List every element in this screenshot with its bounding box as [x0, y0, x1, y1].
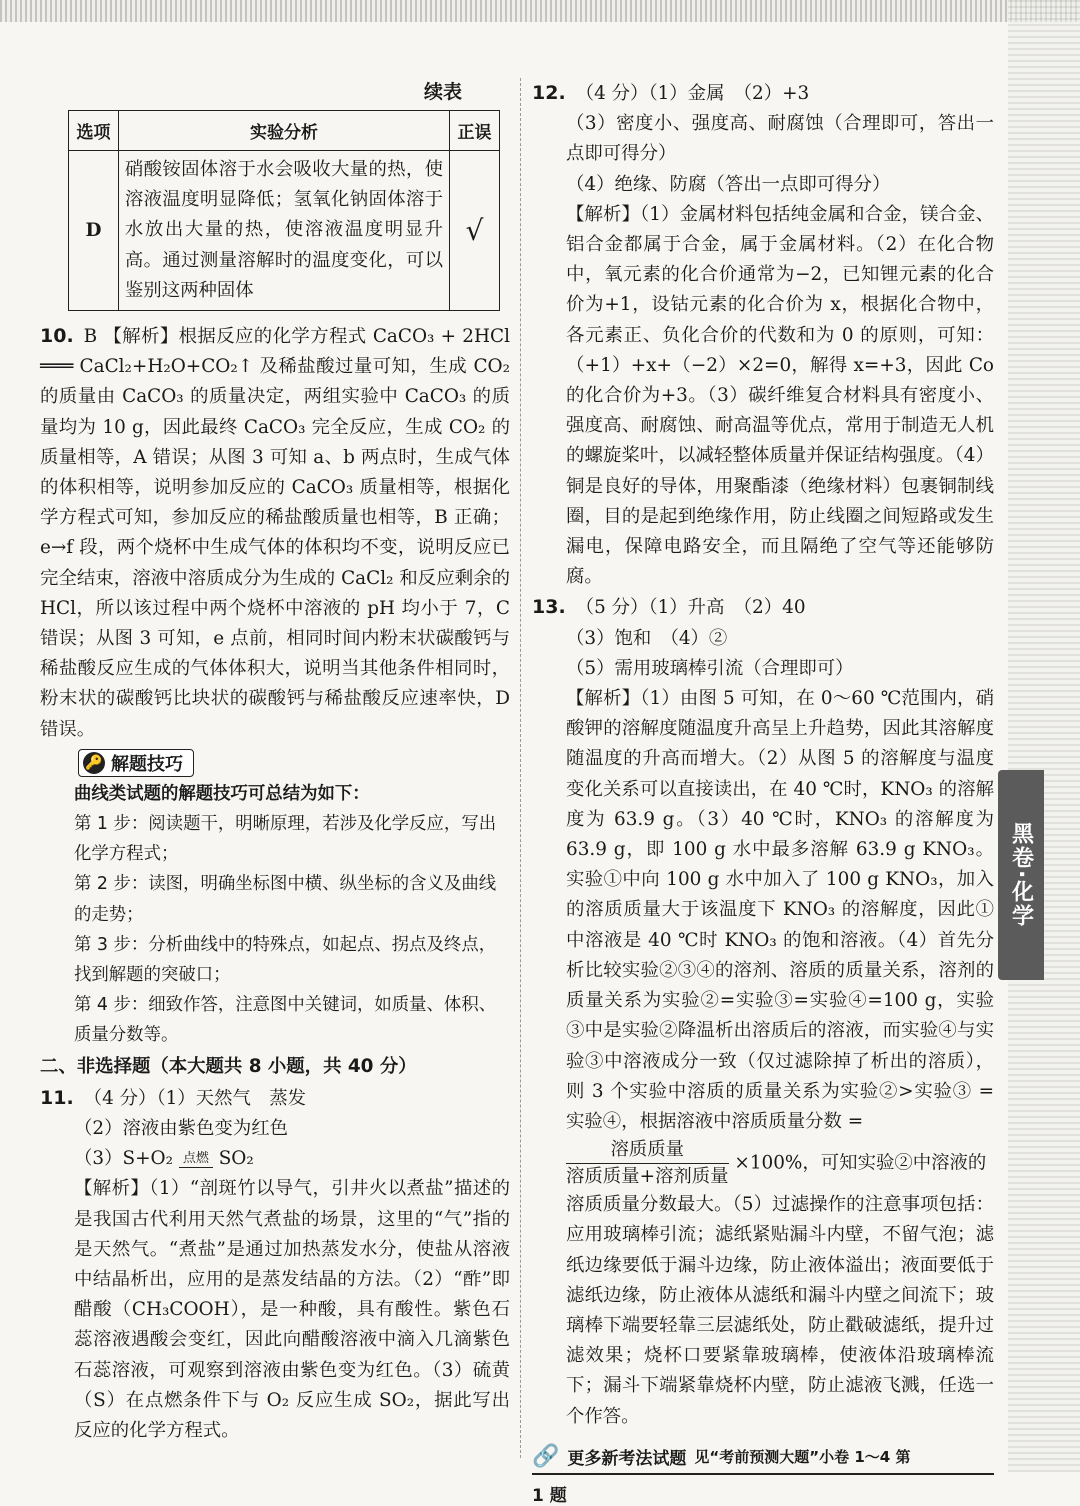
- reaction-condition: 点燃: [179, 1151, 213, 1168]
- continued-label: 续表: [423, 81, 462, 103]
- q13-answer-3: （5）需用玻璃棒引流（合理即可）: [566, 657, 854, 679]
- table-header-row: [69, 111, 500, 151]
- analysis-table: [68, 110, 500, 311]
- q11-a3-suffix: SO₂: [218, 1148, 254, 1170]
- tips-label: 解题技巧: [111, 753, 183, 775]
- q11-answer-1: [40, 1083, 510, 1114]
- more-questions-bar: [532, 1444, 994, 1475]
- more-ref-2: 1 题: [532, 1485, 567, 1506]
- tips-step-2: 第 2 步：读图，明确坐标图中横、纵坐标的含义及曲线的走势；: [74, 874, 497, 925]
- key-icon: 🔑: [83, 752, 105, 774]
- q11-answer-3: [40, 1144, 510, 1174]
- section-title: 二、非选择题（本大题共 8 小题，共 40 分）: [40, 1055, 417, 1077]
- q10-block: [40, 321, 510, 745]
- q12-analysis: 【解析】（1）金属材料包括纯金属和合金，镁合金、铝合金都属于合金，属于金属材料。（2）在化合物中，氧元素的化合价通常为−2，已知锂元素的化合价为+1，设钴元素的化合价为 x，根据化合物中，各元素正、负化合价的代数和为 0 的原则，可知：（+1）+x+（−2）×2=0，解得 x=+3，因此 Co 的化合价为+3。（3）碳纤维复合材料具有密度小、强度高、耐腐蚀、耐高温等优点，常用于制造无人机的螺旋桨叶，以减轻整体质量并保证结构强度。（4）铜是良好的导体，用聚酯漆（绝缘材料）包裹铜制线圈，目的是起到绝缘作用，防止线圈之间短路或发生漏电，保障电路安全，而且隔绝了空气等还能够防腐。: [566, 203, 994, 588]
- header-judgement: 正误: [450, 111, 500, 151]
- tips-step-1: 第 1 步：阅读题干，明晰原理，若涉及化学反应，写出化学方程式；: [74, 814, 497, 865]
- q13-analysis-1: 【解析】（1）由图 5 可知，在 0～60 ℃范围内，硝酸钾的溶解度随温度升高呈上升趋势，因此其溶解度随温度的升高而增大。（2）从图 5 的溶解度与温度变化关系可以直接读出，在 40 ℃时，KNO₃ 的溶解度为 63.9 g。（3）40 ℃时，KNO₃ 的溶解度为 63.9 g，即 100 g 水中最多溶解 63.9 g KNO₃。实验①中向 100 g 水中加入了 100 g KNO₃，加入的溶质质量大于该温度下 KNO₃ 的溶解度，因此①中溶液是 40 ℃时 KNO₃ 的饱和溶液。（4）首先分析比较实验②③④的溶剂、溶质的质量关系，溶剂的质量关系为实验②=实验③=实验④=100 g，实验③中是实验②降温析出溶质后的溶液，而实验④与实验③中溶液成分一致（仅过滤除掉了析出的溶质），则 3 个实验中溶质的质量关系为实验②>实验③ = 实验④，根据溶液中溶质质量分数 =: [566, 688, 994, 1132]
- tips-intro: 曲线类试题的解题技巧可总结为如下：: [74, 783, 370, 804]
- header-analysis: 实验分析: [118, 111, 449, 151]
- top-scan-strip: [0, 0, 1080, 22]
- side-tab-label: 黑卷·化学: [998, 770, 1044, 980]
- link-icon: 🔗: [532, 1443, 560, 1469]
- q12-number: 12.: [532, 82, 566, 104]
- fraction-denominator: 溶质质量+溶剂质量: [566, 1166, 729, 1188]
- row-option: D: [69, 151, 119, 311]
- q11-a3-prefix: （3）S+O₂: [74, 1148, 173, 1170]
- more-label: 更多新考法试题: [567, 1448, 687, 1469]
- tips-badge: [78, 749, 194, 777]
- mass-fraction-formula: [566, 1137, 729, 1190]
- table-row: [69, 151, 500, 311]
- q12-a1: （4 分）（1）金属 （2）+3: [575, 83, 810, 104]
- q11-a1: （4 分）（1）天然气 蒸发: [83, 1087, 307, 1109]
- q11-analysis: 【解析】（1）“剖斑竹以导气，引井火以煮盐”描述的是我国古代利用天然气煮盐的场景，这里的“气”指的是天然气。“煮盐”是通过加热蒸发水分，使盐从溶液中结晶析出，应用的是蒸发结晶的方法。（2）“酢”即醋酸（CH₃COOH），是一种酸，具有酸性。紫色石蕊溶液遇酸会变红，因此向醋酸溶液中滴入几滴紫色石蕊溶液，可观察到溶液由紫色变为红色。（3）硫黄（S）在点燃条件下与 O₂ 反应生成 SO₂，据此写出反应的化学方程式。: [74, 1178, 510, 1441]
- right-page-edge: [1008, 0, 1080, 1472]
- q11-number: 11.: [40, 1086, 74, 1109]
- q13-a1: （5 分）（1）升高 （2）40: [575, 597, 806, 619]
- header-option: 选项: [69, 111, 119, 151]
- tips-step-3: 第 3 步：分析曲线中的特殊点，如起点、拐点及终点，找到解题的突破口；: [74, 934, 497, 986]
- more-ref: 见“考前预测大题”小卷 1～4 第: [694, 1447, 911, 1466]
- q13-analysis-2: 溶质质量分数最大。（5）过滤操作的注意事项包括：应用玻璃棒引流；滤纸紧贴漏斗内壁，不留气泡；滤纸边缘要低于漏斗边缘，防止液体溢出；液面要低于滤纸边缘，防止液体从滤纸和漏斗内壁之间流下；玻璃棒下端要轻靠三层滤纸处，防止戳破滤纸，提升过滤效果；烧杯口要紧靠玻璃棒，使液体沿玻璃棒流下；漏斗下端紧靠烧杯内壁，防止滤液飞溅，任选一个作答。: [566, 1194, 994, 1427]
- q13-answer-1: [532, 592, 994, 623]
- row-analysis: 硝酸铵固体溶于水会吸收大量的热，使溶液温度明显降低；氢氧化钠固体溶于水放出大量的热，使溶液温度明显升高。通过测量溶解时的温度变化，可以鉴别这两种固体: [118, 151, 449, 311]
- column-divider: [520, 78, 521, 1458]
- q10-number: 10.: [40, 325, 74, 348]
- left-column: [40, 78, 510, 1446]
- q12-answer-1: [532, 78, 994, 109]
- q12-answer-2: （3）密度小、强度高、耐腐蚀（合理即可，答出一点即可得分）: [566, 113, 994, 165]
- tips-step-4: 第 4 步：细致作答，注意图中关键词，如质量、体积、质量分数等。: [74, 995, 497, 1046]
- right-column: [532, 78, 994, 1506]
- fraction-suffix: ×100%，可知实验②中溶液的: [734, 1152, 987, 1174]
- q12-answer-3: （4）绝缘、防腐（答出一点即可得分）: [566, 173, 891, 195]
- q13-fraction-line: [532, 1137, 994, 1190]
- q13-answer-2: （3）饱和 （4）②: [566, 627, 728, 649]
- fraction-numerator: 溶质质量: [566, 1137, 729, 1164]
- check-mark: √: [450, 151, 500, 311]
- q10-text: B 【解析】根据反应的化学方程式 CaCO₃ + 2HCl ═══ CaCl₂+H₂O+CO₂↑ 及稀盐酸过量可知，生成 CO₂ 的质量由 CaCO₃ 的质量决定，两组实验中 CaCO₃ 的质量均为 10 g，因此最终 CaCO₃ 完全反应，生成 CO₂ 的质量相等，A 错误；从图 3 可知 a、b 两点时，生成气体的体积相等，说明参加反应的 CaCO₃ 质量相等，根据化学方程式可知，参加反应的稀盐酸质量也相等，B 正确；e→f 段，两个烧杯中生成气体的体积均不变，说明反应已完全结束，溶液中溶质成分为生成的 CaCl₂ 和反应剩余的 HCl，所以该过程中两个烧杯中溶液的 pH 均小于 7，C 错误；从图 3 可知，e 点前，相同时间内粉末状碳酸钙与稀盐酸反应生成的气体体积大，说明当其他条件相同时，粉末状的碳酸钙比块状的碳酸钙与稀盐酸反应速率快，D 错误。: [40, 326, 510, 740]
- q13-number: 13.: [532, 596, 566, 619]
- reaction-arrow: [179, 1151, 213, 1168]
- q11-answer-2: （2）溶液由紫色变为红色: [74, 1117, 288, 1139]
